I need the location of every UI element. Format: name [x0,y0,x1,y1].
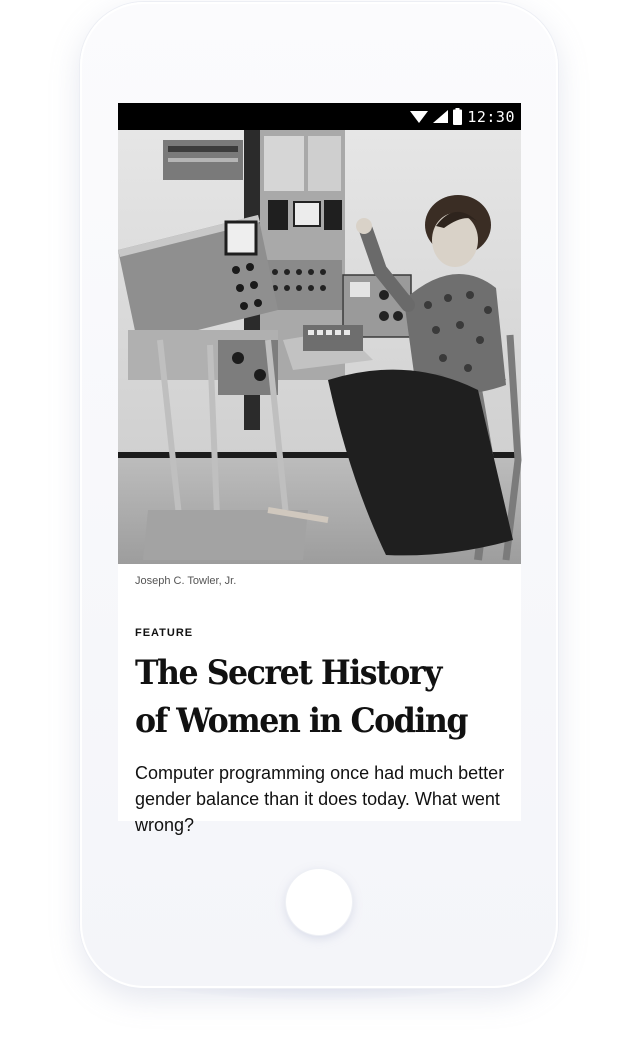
wifi-icon [410,110,428,124]
article-photo[interactable] [118,130,521,564]
photo-credit: Joseph C. Towler, Jr. [135,575,237,587]
status-time: 12:30 [467,107,515,126]
status-bar [118,103,521,130]
article-headline[interactable] [135,649,488,745]
home-button[interactable] [286,869,352,935]
article-kicker[interactable]: FEATURE [135,627,194,639]
battery-icon [453,108,462,125]
headline-line-2: of Women in Coding [135,701,468,741]
article-summary: Computer programming once had much better gender balance than it does today. What went wrong? [135,763,505,835]
headline-line-1: The Secret History [135,653,441,693]
phone-screen [118,103,521,835]
status-icons [410,103,515,130]
cellular-signal-icon [433,110,448,124]
photo-illustration [118,130,521,564]
